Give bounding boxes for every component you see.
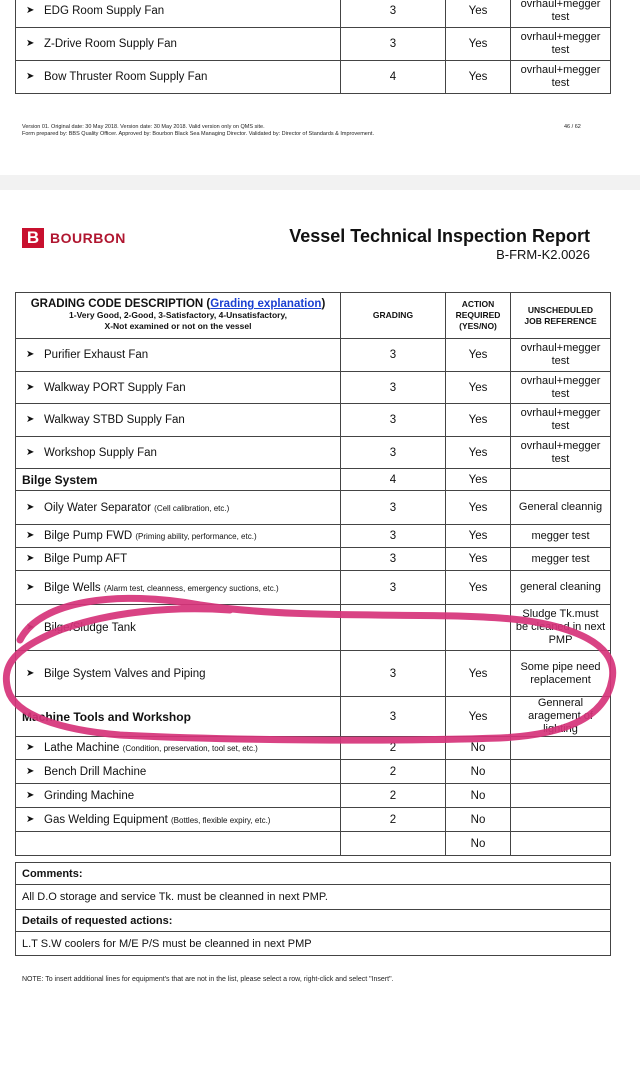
- table-row: [16, 760, 611, 784]
- job-reference-cell[interactable]: Sludge Tk.must be cleaned in next PMP: [511, 605, 611, 651]
- job-reference-cell[interactable]: Genneral aragement of lighting: [511, 697, 611, 737]
- section-header: Bilge System: [16, 469, 341, 491]
- job-reference-cell[interactable]: ovrhaul+megger test: [511, 372, 611, 404]
- table-row: [16, 571, 611, 605]
- table-row: [16, 651, 611, 697]
- bullet-arrow-icon: ➤: [26, 667, 35, 679]
- grading-cell[interactable]: 3: [341, 571, 446, 605]
- action-required-cell[interactable]: Yes: [446, 571, 511, 605]
- company-name: BOURBON: [50, 230, 126, 246]
- equipment-item: [16, 605, 341, 651]
- action-column-header: ACTION REQUIRED (YES/NO): [446, 293, 511, 339]
- equipment-name: Z-Drive Room Supply Fan: [44, 38, 177, 50]
- bullet-arrow-icon: ➤: [26, 742, 35, 753]
- bullet-arrow-icon: ➤: [26, 38, 35, 49]
- job-reference-column-header: UNSCHEDULED JOB REFERENCE: [511, 293, 611, 339]
- bullet-arrow-icon: ➤: [26, 765, 35, 777]
- grading-explanation-link[interactable]: Grading explanation: [210, 298, 322, 310]
- grading-cell[interactable]: [341, 605, 446, 651]
- comments-table: [15, 862, 611, 956]
- equipment-name: Grinding Machine: [44, 789, 135, 802]
- equipment-name: Bilge/Sludge Tank: [44, 621, 136, 634]
- equipment-name: Bilge Pump FWD: [44, 530, 133, 542]
- inspection-table: [15, 292, 611, 856]
- grading-cell[interactable]: 3: [341, 339, 446, 372]
- equipment-name: Lathe Machine: [44, 742, 120, 754]
- equipment-item: [16, 760, 341, 784]
- equipment-name: Bilge System Valves and Piping: [44, 667, 206, 680]
- job-reference-cell[interactable]: ovrhaul+megger test: [511, 339, 611, 372]
- grading-cell[interactable]: 3: [341, 525, 446, 548]
- bullet-arrow-icon: ➤: [26, 789, 35, 801]
- equipment-item: [16, 651, 341, 697]
- table-row: [16, 784, 611, 808]
- equipment-name: EDG Room Supply Fan: [44, 5, 165, 17]
- bourbon-logo-icon: B: [22, 228, 44, 248]
- table-row: [16, 737, 611, 760]
- bullet-arrow-icon: ➤: [26, 71, 35, 82]
- action-required-cell[interactable]: Yes: [446, 28, 511, 61]
- comments-text[interactable]: All D.O storage and service Tk. must be cleanned in next PMP.: [16, 885, 611, 910]
- bullet-arrow-icon: ➤: [26, 813, 35, 825]
- table-row: [16, 605, 611, 651]
- action-required-cell[interactable]: Yes: [446, 491, 511, 525]
- equipment-name: Bench Drill Machine: [44, 765, 147, 778]
- job-reference-cell[interactable]: ovrhaul+megger test: [511, 61, 611, 94]
- table-row: [16, 808, 611, 832]
- equipment-item: [16, 737, 341, 760]
- table-row: [16, 0, 611, 28]
- report-code: B-FRM-K2.0026: [496, 247, 590, 262]
- equipment-item: [16, 0, 341, 28]
- equipment-note: (Priming ability, performance, etc.): [135, 532, 257, 541]
- bullet-arrow-icon: ➤: [26, 530, 35, 541]
- equipment-item: [16, 784, 341, 808]
- grading-cell[interactable]: 3: [341, 0, 446, 28]
- action-required-cell[interactable]: No: [446, 808, 511, 832]
- job-reference-cell[interactable]: ovrhaul+megger test: [511, 404, 611, 437]
- action-required-cell[interactable]: Yes: [446, 437, 511, 469]
- action-required-cell[interactable]: Yes: [446, 404, 511, 437]
- equipment-name: Bilge Pump AFT: [44, 553, 128, 565]
- equipment-name: Workshop Supply Fan: [44, 446, 157, 459]
- equipment-name: Walkway STBD Supply Fan: [44, 414, 185, 426]
- job-reference-cell[interactable]: [511, 808, 611, 832]
- table-row: [16, 404, 611, 437]
- previous-page-table: [15, 0, 611, 94]
- empty-item-cell[interactable]: [16, 832, 341, 856]
- job-reference-cell[interactable]: megger test: [511, 525, 611, 548]
- action-required-cell[interactable]: [446, 605, 511, 651]
- equipment-note: (Condition, preservation, tool set, etc.): [122, 744, 258, 753]
- bullet-arrow-icon: ➤: [26, 349, 35, 360]
- action-required-cell[interactable]: Yes: [446, 697, 511, 737]
- action-required-cell[interactable]: Yes: [446, 339, 511, 372]
- grading-cell[interactable]: 4: [341, 61, 446, 94]
- table-row: [16, 832, 611, 856]
- job-reference-cell[interactable]: General cleannig: [511, 491, 611, 525]
- equipment-item: [16, 808, 341, 832]
- table-row: [16, 469, 611, 491]
- equipment-item: [16, 339, 341, 372]
- report-title: Vessel Technical Inspection Report: [289, 226, 590, 246]
- equipment-item: [16, 28, 341, 61]
- grading-cell[interactable]: 3: [341, 437, 446, 469]
- job-reference-cell[interactable]: [511, 832, 611, 856]
- form-footer: Version 01. Original date: 30 May 2018. Version date: 30 May 2018. Valid version only on QMS site. Form prepared by: BBS Quality Officer. Approved by: Bourbon Black Sea Managing Director. Validated by: Director of Standards & Improvement.: [22, 124, 374, 137]
- requested-actions-label: Details of requested actions:: [16, 910, 611, 932]
- grading-cell[interactable]: 2: [341, 808, 446, 832]
- job-reference-cell[interactable]: [511, 760, 611, 784]
- table-row: [16, 697, 611, 737]
- grading-cell[interactable]: 3: [341, 28, 446, 61]
- action-required-cell[interactable]: No: [446, 832, 511, 856]
- equipment-item: [16, 525, 341, 548]
- equipment-item: [16, 571, 341, 605]
- bullet-arrow-icon: ➤: [26, 446, 35, 458]
- equipment-note: (Bottles, flexible expiry, etc.): [171, 815, 271, 825]
- grading-cell[interactable]: 3: [341, 491, 446, 525]
- equipment-item: [16, 437, 341, 469]
- bullet-arrow-icon: ➤: [26, 5, 35, 16]
- table-row: [16, 491, 611, 525]
- equipment-item: [16, 548, 341, 571]
- equipment-note: (Alarm test, cleanness, emergency suctions, etc.): [103, 583, 279, 593]
- comments-label: Comments:: [16, 863, 611, 885]
- bullet-arrow-icon: ➤: [26, 553, 35, 564]
- requested-actions-text[interactable]: L.T S.W coolers for M/E P/S must be cleanned in next PMP: [16, 932, 611, 956]
- bullet-arrow-icon: ➤: [26, 414, 35, 425]
- report-page: [0, 190, 640, 1084]
- bullet-arrow-icon: ➤: [26, 621, 35, 633]
- page-number: 46 / 62: [564, 124, 581, 130]
- equipment-name: Walkway PORT Supply Fan: [44, 381, 186, 394]
- equipment-name: Gas Welding Equipment: [44, 813, 168, 826]
- equipment-item: [16, 61, 341, 94]
- equipment-name: Bilge Wells: [44, 581, 101, 594]
- action-required-cell[interactable]: No: [446, 737, 511, 760]
- job-reference-cell[interactable]: general cleaning: [511, 571, 611, 605]
- equipment-item: [16, 404, 341, 437]
- grading-cell[interactable]: 3: [341, 548, 446, 571]
- grading-cell[interactable]: 4: [341, 469, 446, 491]
- table-row: [16, 372, 611, 404]
- job-reference-cell[interactable]: [511, 784, 611, 808]
- equipment-name: Purifier Exhaust Fan: [44, 349, 149, 361]
- table-row: [16, 437, 611, 469]
- grading-cell[interactable]: [341, 832, 446, 856]
- bullet-arrow-icon: ➤: [26, 581, 35, 593]
- grading-cell[interactable]: 3: [341, 651, 446, 697]
- table-row: [16, 28, 611, 61]
- bullet-arrow-icon: ➤: [26, 381, 35, 393]
- action-required-cell[interactable]: Yes: [446, 0, 511, 28]
- job-reference-cell[interactable]: Some pipe need replacement: [511, 651, 611, 697]
- table-row: [16, 61, 611, 94]
- equipment-note: (Cell calibration, etc.): [154, 503, 230, 513]
- grading-cell[interactable]: 3: [341, 697, 446, 737]
- action-required-cell[interactable]: Yes: [446, 525, 511, 548]
- job-reference-cell[interactable]: [511, 737, 611, 760]
- equipment-name: Oily Water Separator: [44, 501, 151, 514]
- job-reference-cell[interactable]: ovrhaul+megger test: [511, 437, 611, 469]
- grading-code-header: GRADING CODE DESCRIPTION (Grading explanation) 1-Very Good, 2-Good, 3-Satisfactory, 4-Unsatisfactory, X-Not examined or not on the vessel: [16, 293, 341, 339]
- grading-cell[interactable]: 2: [341, 784, 446, 808]
- job-reference-cell[interactable]: ovrhaul+megger test: [511, 28, 611, 61]
- action-required-cell[interactable]: No: [446, 784, 511, 808]
- job-reference-cell[interactable]: ovrhaul+megger test: [511, 0, 611, 28]
- grading-cell[interactable]: 2: [341, 737, 446, 760]
- previous-page: [0, 0, 640, 175]
- table-row: [16, 339, 611, 372]
- action-required-cell[interactable]: Yes: [446, 469, 511, 491]
- section-header: Machine Tools and Workshop: [16, 697, 341, 737]
- grading-cell[interactable]: 3: [341, 404, 446, 437]
- table-row: [16, 525, 611, 548]
- job-reference-cell[interactable]: megger test: [511, 548, 611, 571]
- action-required-cell[interactable]: Yes: [446, 61, 511, 94]
- equipment-item: [16, 491, 341, 525]
- action-required-cell[interactable]: Yes: [446, 548, 511, 571]
- job-reference-cell[interactable]: [511, 469, 611, 491]
- action-required-cell[interactable]: Yes: [446, 372, 511, 404]
- insert-lines-note: NOTE: To insert additional lines for equipment's that are not in the list, please select a row, right-click and select "Insert".: [22, 976, 394, 983]
- action-required-cell[interactable]: Yes: [446, 651, 511, 697]
- bullet-arrow-icon: ➤: [26, 501, 35, 513]
- equipment-item: [16, 372, 341, 404]
- equipment-name: Bow Thruster Room Supply Fan: [44, 71, 208, 83]
- action-required-cell[interactable]: No: [446, 760, 511, 784]
- grading-cell[interactable]: 3: [341, 372, 446, 404]
- grading-column-header: GRADING: [341, 293, 446, 339]
- grading-cell[interactable]: 2: [341, 760, 446, 784]
- table-row: [16, 548, 611, 571]
